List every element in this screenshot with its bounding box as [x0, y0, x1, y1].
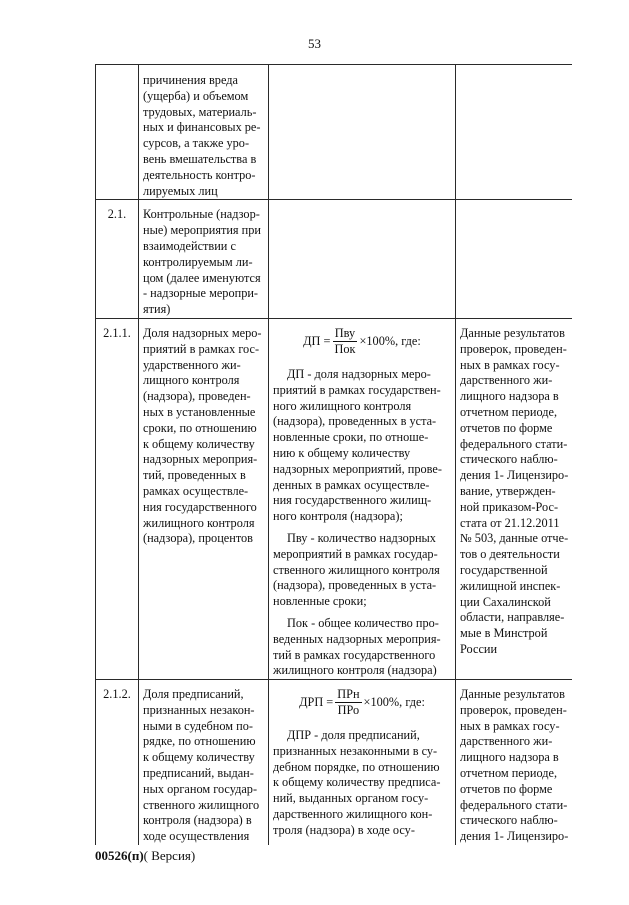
indicators-table	[95, 64, 572, 845]
fraction-denominator: ПРо	[337, 703, 360, 718]
indicator-cell: Контрольные (надзор- ные) мероприятия при взаимодействии с контролируемым ли- цом (далее именуются - надзорные меропри- ятия)	[139, 200, 269, 319]
formula-cell	[269, 680, 456, 845]
document-code: 00526(п)	[95, 848, 144, 863]
definition-dpr: ДПР - доля предписаний, признанных незаконными в су- дебном порядке, по отношению к общему количеству предписа- ний, выданных органом госу- дарственного жилищного кон- троля (надзора) в ходе осу-	[273, 728, 441, 837]
formula-cell	[269, 318, 456, 679]
definition-pvu: Пву - количество надзорных мероприятий в рамках государ- ственного жилищного контроля (надзора), проведенных в уста- новленные сроки;	[273, 530, 440, 609]
source-cell: Данные результатов проверок, проведен- ных в рамках госу- дарственного жи- лищного надзора в отчетном периоде, отчетов по форме федерального стати- стического наблю- дения 1- Лицензиро-	[456, 680, 573, 845]
table-row	[96, 318, 573, 679]
formula-rhs: ×100%, где:	[359, 333, 421, 348]
fraction-numerator: ПРн	[337, 687, 360, 702]
indicator-cell: Доля предписаний, признанных незакон- ными в судебном по- рядке, по отношению к общему количеству предписаний, выдан- ных органом государ- ственного жилищного контроля (надзора) в ходе осуществления	[139, 680, 269, 845]
definition-pok: Пок - общее количество про- веденных надзорных мероприя- тий в рамках государственного жилищного контроля (надзора)	[273, 615, 441, 678]
formula-lhs: ДП =	[303, 333, 331, 348]
source-cell: Данные результатов проверок, проведен- ных в рамках госу- дарственного жи- лищного надзора в отчетном периоде, отчетов по форме федерального стати- стического наблю- дения 1- Лицензиро- вание, утвержден- ной приказом-Рос- стата от 21.12.2011 № 503, данные отче- тов о деятельности государственной жилищной инспек- ции Сахалинской области, направляе- мые в Минстрой России	[456, 318, 573, 679]
fraction-numerator: Пву	[334, 325, 356, 340]
table-row	[96, 200, 573, 319]
indicator-cell: причинения вреда (ущерба) и объемом трудовых, материаль- ных и финансовых ре- сурсов, а также уро- вень вмешательства в деятельность контро- лируемых лиц	[139, 65, 269, 200]
document-footer	[95, 848, 195, 864]
document-version: ( Версия)	[143, 848, 196, 863]
fraction	[335, 687, 361, 718]
row-number-cell: 2.1.	[96, 200, 139, 319]
fraction	[332, 326, 357, 357]
fraction-denominator: Пок	[334, 341, 356, 356]
row-number-cell: 2.1.1.	[96, 318, 139, 679]
source-cell	[456, 65, 573, 200]
formula-lhs: ДРП =	[299, 694, 334, 709]
formula-cell	[269, 200, 456, 319]
source-cell	[456, 200, 573, 319]
page-number: 53	[308, 36, 321, 51]
formula-drp	[273, 687, 451, 718]
definition-dp: ДП - доля надзорных меро- приятий в рамках государствен- ного жилищного контроля (надзора), проведенных в уста- новленные сроки, по отноше- нию к общему количеству надзорных мероприятий, прове- денных в рамках осуществле- ния государственного жилищ- ного контроля (надзора);	[273, 366, 442, 524]
indicator-cell: Доля надзорных меро- приятий в рамках гос- ударственного жи- лищного контроля (надзора), проведен- ных в установленные сроки, по отношению к общему количеству надзорных мероприя- тий, проведенных в рамках осуществле- ния государственного жилищного контроля (надзора), процентов	[139, 318, 269, 679]
row-number-cell: 2.1.2.	[96, 680, 139, 845]
formula-cell	[269, 65, 456, 200]
formula-rhs: ×100%, где:	[363, 694, 425, 709]
table-row	[96, 680, 573, 845]
row-number-cell	[96, 65, 139, 200]
formula-dp	[273, 326, 451, 357]
table-row	[96, 65, 573, 200]
